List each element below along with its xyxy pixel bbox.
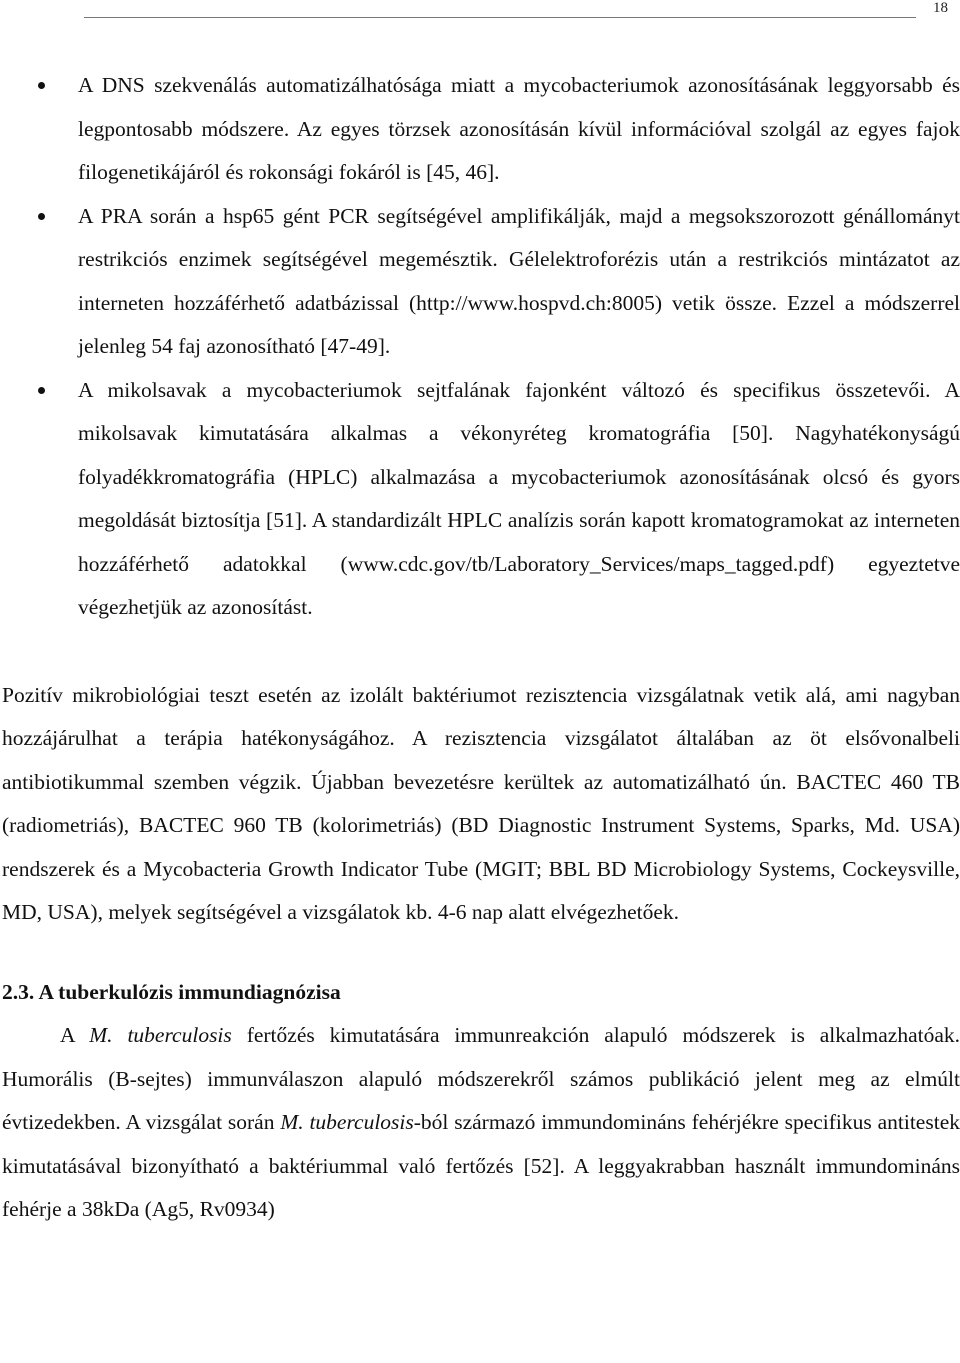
page-body (2, 64, 960, 1232)
immunodiagnosis-paragraph (2, 1014, 960, 1232)
bullet-icon (38, 213, 45, 220)
species-name: M. tuberculosis (280, 1110, 414, 1134)
list-item (2, 369, 960, 630)
header-rule (84, 17, 916, 18)
list-item (2, 64, 960, 195)
bullet-icon (38, 387, 45, 394)
species-name: M. tuberculosis (89, 1023, 232, 1047)
section-number: 2.3. (2, 979, 35, 1004)
resistance-paragraph: Pozitív mikrobiológiai teszt esetén az izolált baktériumot rezisztencia vizsgálatnak vetik alá, ami nagyban hozzájárulhat a terápia hatékonyságához. A rezisztencia vizsgálatot általában az öt elsővonalbeli antibiotikummal szemben végzik. Újabban bevezetésre kerültek az automatizálható ún. BACTEC 460 TB (radiometriás), BACTEC 960 TB (kolorimetriás) (BD Diagnostic Instrument Systems, Sparks, Md. USA) rendszerek és a Mycobacteria Growth Indicator Tube (MGIT; BBL BD Microbiology Systems, Cockeysville, MD, USA), melyek segítségével a vizsgálatok kb. 4-6 nap alatt elvégezhetőek. (2, 682, 960, 924)
list-item-text: A PRA során a hsp65 gént PCR segítségével amplifikálják, majd a megsokszorozott génállományt restrikciós enzimek segítségével megemésztik. Gélelektroforézis után a restrikciós mintázatot az interneten hozzáférhető adatbázissal (http://www.hospvd.ch:8005) vetik össze. Ezzel a módszerrel jelenleg 54 faj azonosítható [47-49]. (78, 203, 960, 358)
section-title: A tuberkulózis immundiagnózisa (38, 979, 341, 1004)
bullet-icon (38, 82, 45, 89)
list-item-text: A DNS szekvenálás automatizálhatósága miatt a mycobacteriumok azonosításának leggyorsabb és legpontosabb módszere. Az egyes törzsek azonosításán kívül információval szolgál az egyes fajok filogenetikájáról és rokonsági fokáról is [45, 46]. (78, 73, 960, 184)
method-list (2, 64, 960, 630)
list-item-text: A mikolsavak a mycobacteriumok sejtfalának fajonként változó és specifikus összetevői. A mikolsavak kimutatására alkalmas a vékonyréteg kromatográfia [50]. Nagyhatékonyságú folyadékkromatográfia (HPLC) alkalmazása a mycobacteriumok azonosításának olcsó és gyors megoldását biztosítja [51]. A standardizált HPLC analízis során kapott kromatogramokat az interneten hozzáférhető adatokkal (www.cdc.gov/tb/Laboratory_Services/maps_tagged.pdf) egyeztetve végezhetjük az azonosítást. (78, 377, 960, 619)
section-heading (2, 971, 960, 1015)
list-item (2, 195, 960, 369)
paragraph-text: fertőzés kimutatására immunreakción alapuló módszerek is alkalmazhatóak. Humorális (B-sejtes) immunválaszon alapuló módszerekről számos publikáció jelent meg az elmúlt évtizedekben. A vizsgálat során (2, 1023, 960, 1134)
page-header (0, 0, 960, 22)
paragraph-text: A (60, 1023, 90, 1047)
paragraph-text: -ból származó immundomináns fehérjékre specifikus antitestek kimutatásával bizonyítható a baktériummal való fertőzés [52]. A leggyakrabban használt immundomináns fehérje a 38kDa (Ag5, Rv0934) (2, 1110, 960, 1221)
page-number: 18 (933, 0, 948, 16)
